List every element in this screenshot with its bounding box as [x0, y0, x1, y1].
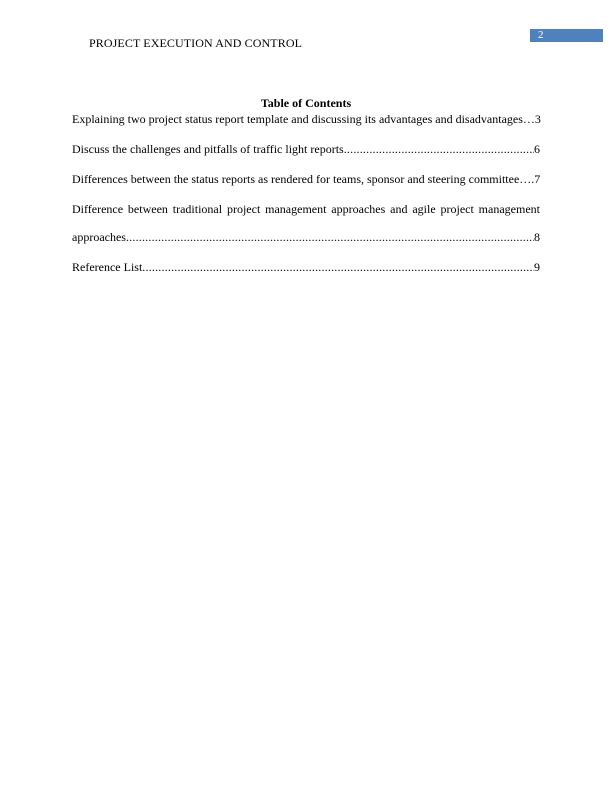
- toc-dot-leader: [344, 142, 534, 156]
- table-of-contents: [72, 112, 540, 274]
- toc-entry-label: Explaining two project status report template and discussing its advantages and disadvantages: [72, 112, 523, 126]
- page-number: 2: [538, 29, 544, 41]
- toc-entry[interactable]: [72, 142, 540, 156]
- toc-dot-leader: [142, 260, 534, 274]
- toc-entry-page: 7: [534, 172, 541, 186]
- toc-entry-label: Discuss the challenges and pitfalls of traffic light reports: [72, 142, 344, 156]
- toc-entry-ellipsis: …: [522, 112, 535, 126]
- toc-entry[interactable]: [72, 172, 540, 186]
- toc-dot-leader: [126, 230, 534, 244]
- toc-entry-page: 6: [534, 142, 540, 156]
- toc-entry-ellipsis: ….: [519, 172, 535, 186]
- toc-entry-page: 9: [534, 260, 540, 274]
- toc-entry-label: Reference List: [72, 260, 143, 274]
- toc-entry[interactable]: [72, 202, 540, 244]
- page-number-badge: [530, 29, 603, 42]
- toc-entry-continuation: [72, 230, 540, 244]
- running-head: PROJECT EXECUTION AND CONTROL: [89, 36, 303, 50]
- toc-entry[interactable]: [72, 112, 540, 126]
- toc-entry-label: Differences between the status reports as rendered for teams, sponsor and steering committee: [72, 172, 520, 186]
- toc-title: Table of Contents: [260, 96, 352, 110]
- toc-entry[interactable]: [72, 260, 540, 274]
- toc-entry-page: 3: [534, 112, 541, 126]
- toc-entry-page: 8: [534, 230, 540, 244]
- toc-entry-label-continued: approaches: [72, 230, 126, 244]
- toc-entry-label: Difference between traditional project management approaches and agile project management: [72, 202, 540, 216]
